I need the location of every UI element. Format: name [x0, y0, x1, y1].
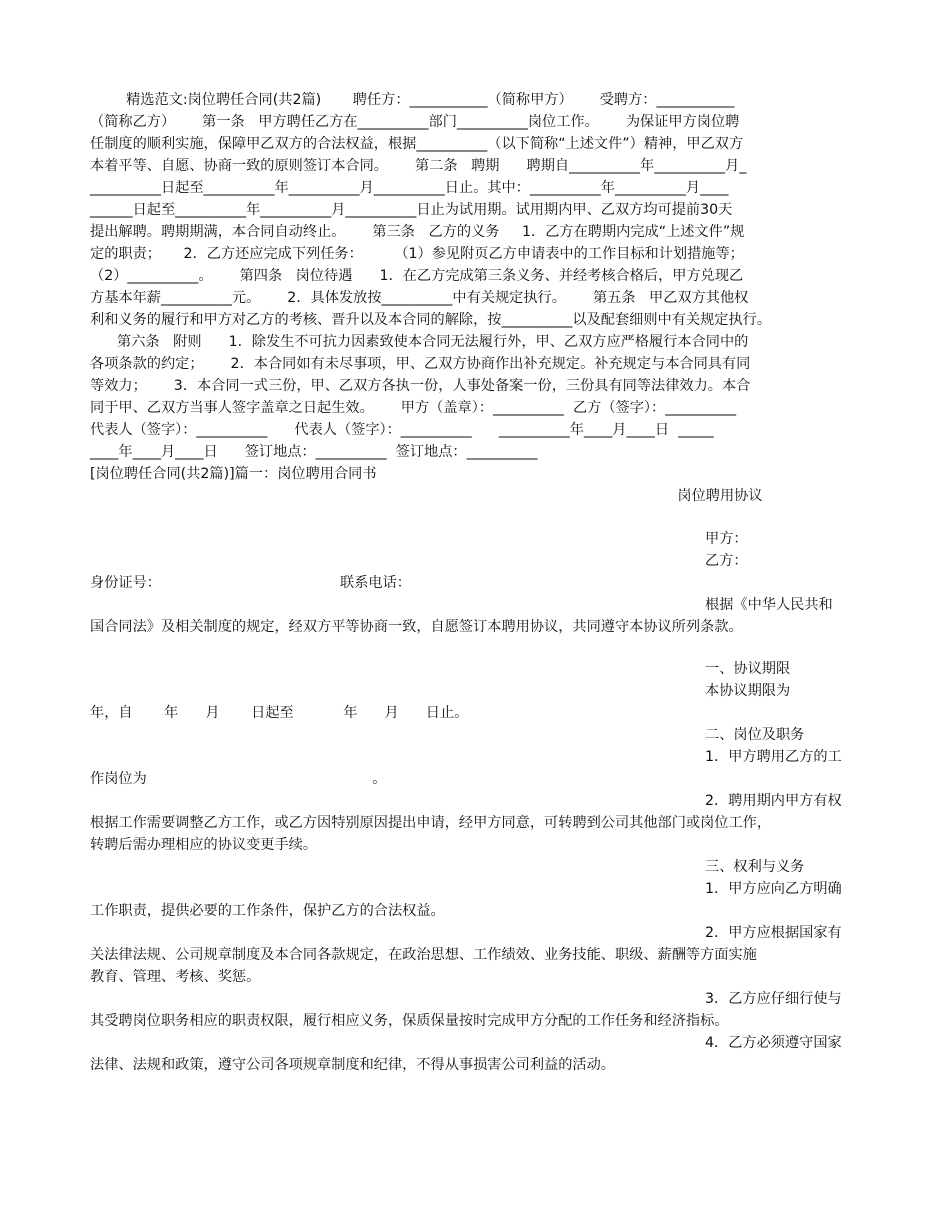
intro-line: 任制度的顺利实施，保障甲乙双方的合法权益，根据__________（以下简称“上述文件”）精神，甲乙双方	[90, 136, 744, 152]
intro-line: 定的职责； 2．乙方还应完成下列任务： （1）参见附页乙方申请表中的工作目标和计划措施等；	[90, 246, 744, 262]
paragraph-text: 2．甲方应根据国家有	[705, 925, 842, 941]
party-b-label: 乙方：	[705, 553, 748, 569]
intro-line: 利和义务的履行和甲方对乙方的考核、晋升以及本合同的解除，按__________以及配套细则中有关规定执行。	[90, 312, 772, 328]
paragraph-text: 其受聘岗位职务相应的职责权限，履行相应义务，保质保量按时完成甲方分配的工作任务和经济指标。	[90, 1013, 729, 1029]
paragraph-text: 国合同法》及相关制度的规定，经双方平等协商一致，自愿签订本聘用协议，共同遵守本协议所列条款。	[90, 619, 743, 635]
intro-line: 提出解聘。聘期期满，本合同自动终止。 第三条 乙方的义务 1．乙方在聘期内完成“上述文件”规	[90, 224, 745, 240]
paragraph-text: 4．乙方必须遵守国家	[705, 1035, 842, 1051]
intro-line: 各项条款的约定； 2．本合同如有未尽事项，甲、乙双方协商作出补充规定。补充规定与本合同具有同	[90, 356, 751, 372]
paragraph-text: 根据工作需要调整乙方工作，或乙方因特别原因提出申请，经甲方同意，可转聘到公司其他部门或岗位工作，	[90, 815, 772, 831]
intro-line: 等效力； 3．本合同一式三份，甲、乙双方各执一份，人事处备案一份，三份具有同等法律效力。本合	[90, 378, 751, 394]
paragraph-text: 根据《中华人民共和	[705, 597, 833, 613]
intro-line: 方基本年薪__________元。 2．具体发放按__________中有关规定执行。 第五条 甲乙双方其他权	[90, 290, 749, 306]
paragraph-text: 转聘后需办理相应的协议变更手续。	[90, 837, 318, 853]
section-heading: [岗位聘任合同(共2篇)]篇一：岗位聘用合同书	[90, 466, 377, 482]
paragraph-text: 1．甲方应向乙方明确	[705, 881, 842, 897]
intro-line: 本着平等、自愿、协商一致的原则签订本合同。 第二条 聘期 聘期自__________年__________月_	[90, 158, 747, 174]
paragraph-text: 工作职责，提供必要的工作条件，保护乙方的合法权益。	[90, 903, 445, 919]
intro-line: __________日起至__________年__________月__________日止。其中：__________年__________月____	[90, 180, 729, 196]
paragraph-text: 3．乙方应仔细行使与	[705, 991, 842, 1007]
phone-label: 联系电话：	[340, 575, 411, 591]
intro-line: 同于甲、乙双方当事人签字盖章之日起生效。 甲方（盖章）：__________ 乙方（签字）：__________	[90, 400, 737, 416]
party-a-label: 甲方：	[705, 531, 748, 547]
intro-line: （简称乙方） 第一条 甲方聘任乙方在__________部门__________岗位工作。 为保证甲方岗位聘	[90, 114, 740, 130]
intro-line: ____年____月____日 签订地点：__________ 签订地点：__________	[90, 444, 538, 460]
paragraph-text: 作岗位为 。	[90, 771, 387, 787]
id-number-label: 身份证号：	[90, 575, 161, 591]
intro-line: ______日起至__________年__________月__________日止为试用期。试用期内甲、乙双方均可提前30天	[90, 202, 733, 218]
intro-line: 第六条 附则 1．除发生不可抗力因素致使本合同无法履行外，甲、乙双方应严格履行本合同中的	[90, 334, 749, 350]
paragraph-text: 2．聘用期内甲方有权	[705, 793, 842, 809]
paragraph-text: 关法律法规、公司规章制度及本合同各款规定，在政治思想、工作绩效、业务技能、职级、薪酬等方面实施	[90, 947, 757, 963]
paragraph-text: 本协议期限为	[705, 683, 791, 699]
paragraph-text: 1．甲方聘用乙方的工	[705, 749, 842, 765]
section-title: 三、权利与义务	[705, 859, 805, 875]
agreement-title: 岗位聘用协议	[677, 488, 763, 504]
intro-line: 精选范文:岗位聘任合同(共2篇) 聘任方：___________（简称甲方） 受聘方：___________	[90, 92, 735, 108]
intro-line: （2）__________。 第四条 岗位待遇 1．在乙方完成第三条义务、并经考核合格后，甲方兑现乙	[90, 268, 744, 284]
section-title: 一、协议期限	[705, 661, 791, 677]
section-title: 二、岗位及职务	[705, 727, 805, 743]
paragraph-text: 年，自 年 月 日起至 年 月 日止。	[90, 705, 469, 721]
intro-line: 代表人（签字）：__________ 代表人（签字）：__________ __________年____月____日 _____	[90, 422, 714, 438]
paragraph-text: 法律、法规和政策，遵守公司各项规章制度和纪律，不得从事损害公司利益的活动。	[90, 1057, 615, 1073]
paragraph-text: 教育、管理、考核、奖惩。	[90, 969, 261, 985]
